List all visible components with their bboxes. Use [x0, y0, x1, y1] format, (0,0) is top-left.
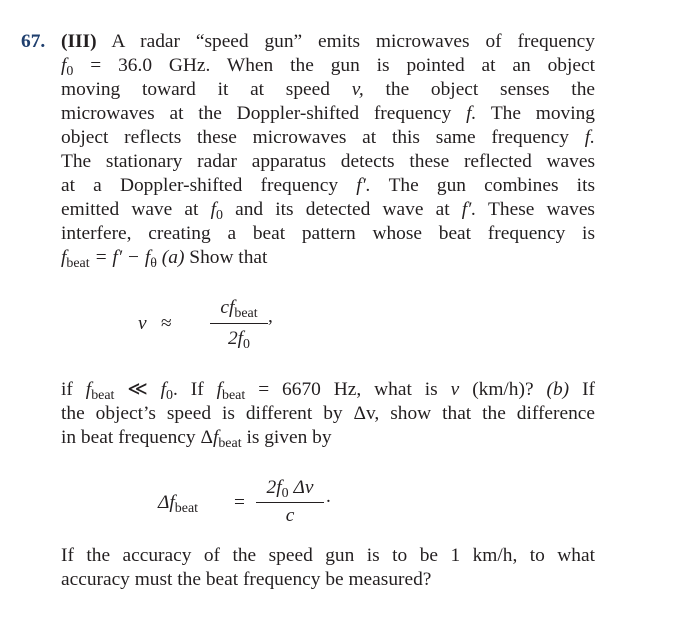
problem-line-2: $f_0 = 36.0$ GHz. When the gun is pointed at an object — [61, 55, 595, 80]
eq1-approx: ≈ — [161, 313, 172, 334]
problem-line-9: interfere, creating a beat pattern whose beat frequency is — [61, 223, 595, 244]
problem-line-6: The stationary radar apparatus detects these reflected waves — [61, 151, 595, 172]
problem-line-8: emitted wave at $f_0$ and its detected wave at f′. These waves — [61, 199, 595, 224]
problem-line-15: accuracy must the beat frequency be measured? — [61, 569, 432, 590]
problem-line-5: object reflects these microwaves at this same frequency f. — [61, 127, 595, 148]
eq2-numerator: $2f_0$ Δv — [266, 477, 314, 502]
problem-level: (III) — [61, 31, 97, 52]
eq1-comma: , — [268, 306, 273, 327]
problem-line-3: moving toward it at speed v, the object senses the — [61, 79, 595, 100]
eq2-lhs: $\Delta f_{beat}$ — [158, 492, 199, 517]
problem-line-7: at a Doppler-shifted frequency f′. The gun combines its — [61, 175, 595, 196]
eq1-numerator: $cf_{beat}$ — [220, 297, 258, 322]
problem-line-1: (III) A radar “speed gun” emits microwaves of frequency — [61, 31, 595, 52]
eq1-fraction-bar — [210, 323, 268, 324]
eq1-lhs: v — [138, 313, 147, 334]
problem-line-13: in beat frequency $\Delta f_{beat}$ is given by — [61, 427, 332, 452]
problem-line-4: microwaves at the Doppler-shifted frequency f. The moving — [61, 103, 595, 124]
eq2-equals: = — [234, 492, 245, 513]
problem-line-10: $f_{beat} = f' - f_\theta$ (a) Show that — [61, 247, 268, 272]
eq2-denominator: c — [285, 505, 295, 526]
problem-line-11: if $f_{beat}$ ≪ $f_0$. If $f_{beat} = 6670$ Hz, what is v (km/h)? (b) If — [61, 379, 595, 404]
eq1-denominator: $2f_0$ — [227, 328, 251, 353]
problem-line-14: If the accuracy of the speed gun is to be 1 km/h, to what — [61, 545, 595, 566]
problem-number: 67. — [21, 31, 46, 52]
problem-line-12: the object’s speed is different by Δv, show that the difference — [61, 403, 595, 424]
eq2-period: . — [326, 486, 331, 507]
